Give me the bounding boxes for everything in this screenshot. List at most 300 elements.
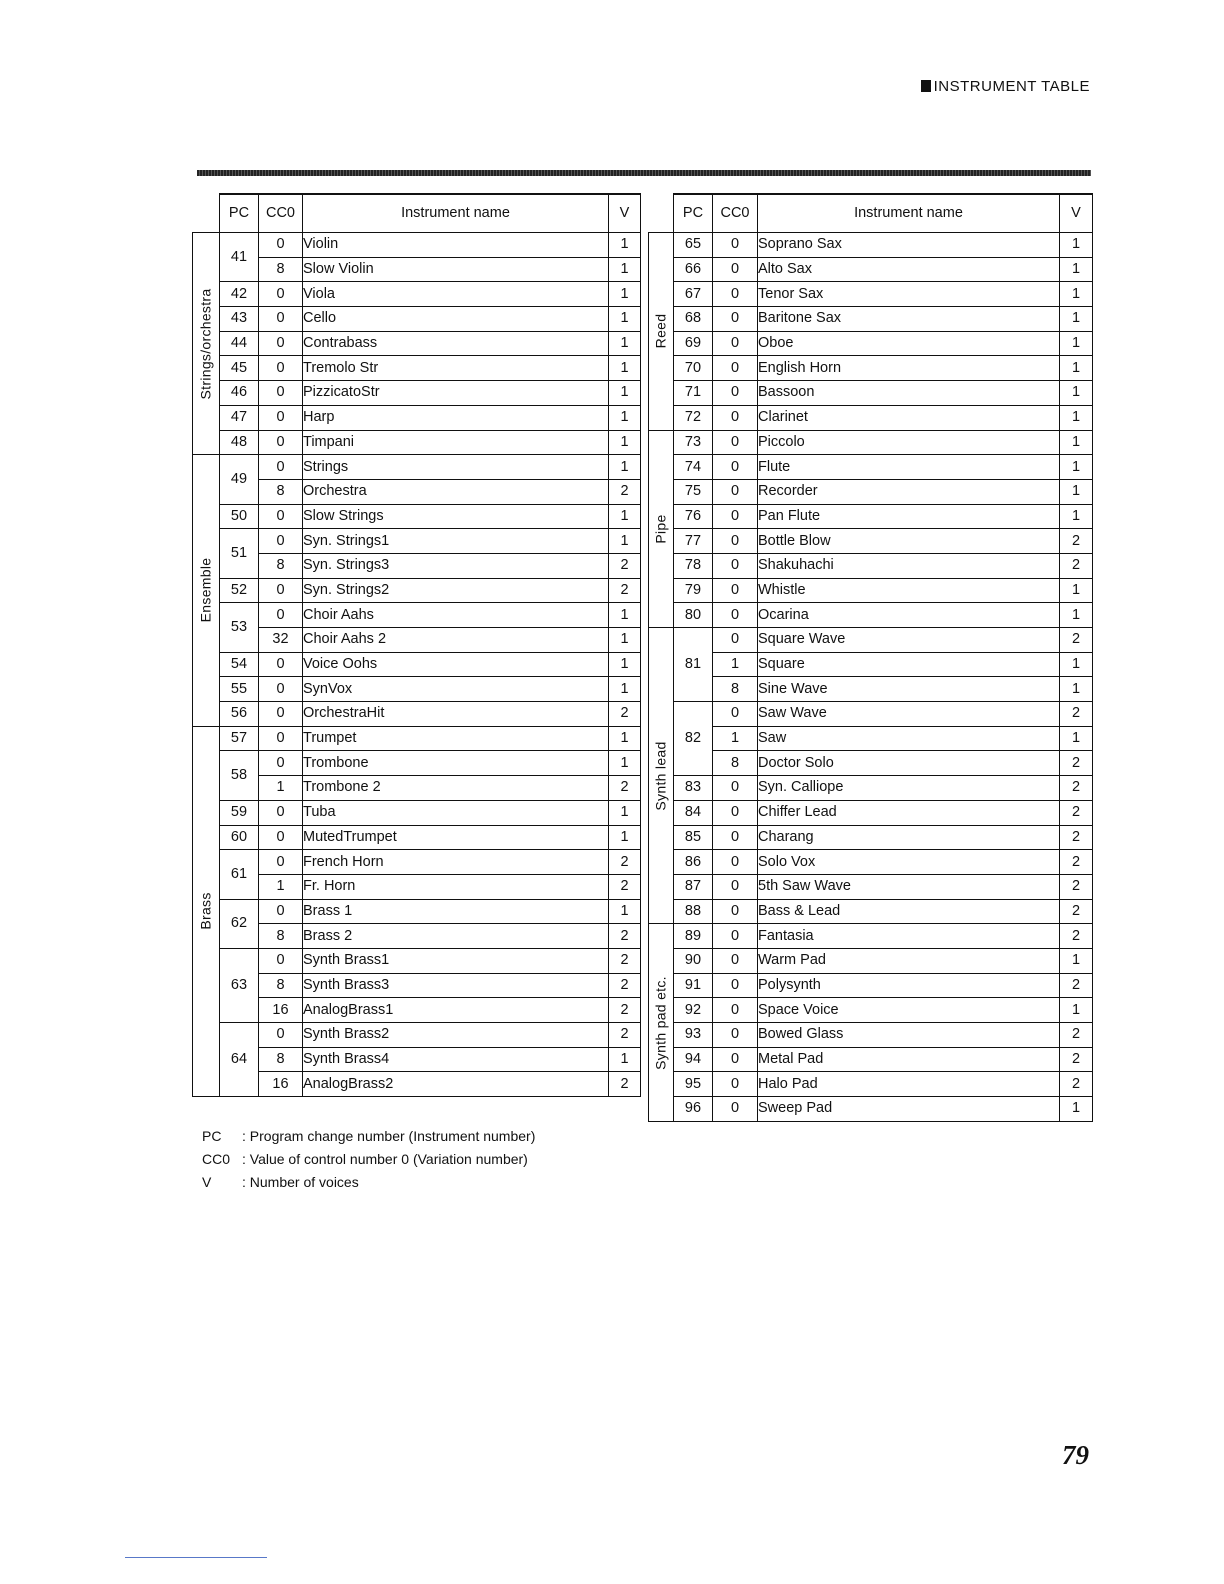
pc-cell: 50	[220, 504, 259, 529]
voices-cell: 2	[609, 479, 641, 504]
pc-cell: 62	[220, 899, 259, 948]
pc-cell: 76	[674, 504, 713, 529]
table-row	[649, 677, 1093, 702]
table-row	[193, 825, 641, 850]
instrument-name-cell: Bowed Glass	[758, 1023, 1060, 1048]
pc-cell: 74	[674, 455, 713, 480]
voices-cell: 2	[1060, 628, 1093, 653]
instrument-name-cell: Orchestra	[303, 479, 609, 504]
cco-cell: 0	[713, 430, 758, 455]
pc-cell: 43	[220, 307, 259, 332]
instrument-name-cell: Bassoon	[758, 381, 1060, 406]
category-cell	[649, 233, 674, 431]
cco-cell: 1	[259, 874, 303, 899]
voices-cell: 2	[1060, 825, 1093, 850]
voices-cell: 2	[1060, 553, 1093, 578]
instrument-name-cell: Tenor Sax	[758, 282, 1060, 307]
pc-cell: 69	[674, 331, 713, 356]
voices-cell: 1	[609, 825, 641, 850]
table-row	[649, 850, 1093, 875]
voices-cell: 2	[609, 998, 641, 1023]
instrument-name-cell: Pan Flute	[758, 504, 1060, 529]
table-row	[193, 603, 641, 628]
voices-cell: 2	[609, 874, 641, 899]
pc-cell: 63	[220, 948, 259, 1022]
header-instrument-name: Instrument name	[303, 194, 609, 233]
page-number: 79	[1062, 1440, 1089, 1470]
instrument-name-cell: Contrabass	[303, 331, 609, 356]
voices-cell: 1	[609, 504, 641, 529]
table-row	[649, 257, 1093, 282]
instrument-name-cell: OrchestraHit	[303, 702, 609, 727]
pc-cell: 68	[674, 307, 713, 332]
table-row	[649, 776, 1093, 801]
table-row	[649, 998, 1093, 1023]
category-cell	[649, 924, 674, 1122]
voices-cell: 1	[1060, 331, 1093, 356]
pc-cell: 88	[674, 899, 713, 924]
instrument-name-cell: AnalogBrass1	[303, 998, 609, 1023]
cco-cell: 8	[259, 257, 303, 282]
instrument-name-cell: Oboe	[758, 331, 1060, 356]
cco-cell: 32	[259, 628, 303, 653]
cco-cell: 0	[713, 504, 758, 529]
instrument-name-cell: Cello	[303, 307, 609, 332]
table-row	[649, 628, 1093, 653]
voices-cell: 1	[609, 381, 641, 406]
instrument-name-cell: Strings	[303, 455, 609, 480]
instrument-name-cell: Metal Pad	[758, 1047, 1060, 1072]
pc-cell: 82	[674, 702, 713, 776]
table-row	[649, 825, 1093, 850]
voices-cell: 2	[1060, 751, 1093, 776]
table-row	[193, 924, 641, 949]
pc-cell: 53	[220, 603, 259, 652]
table-row	[649, 553, 1093, 578]
pc-cell: 71	[674, 381, 713, 406]
instrument-name-cell: Synth Brass4	[303, 1047, 609, 1072]
cco-cell: 0	[259, 825, 303, 850]
pc-cell: 87	[674, 874, 713, 899]
cco-cell: 0	[713, 233, 758, 258]
category-label: Brass	[197, 892, 214, 931]
voices-cell: 1	[609, 603, 641, 628]
table-row	[649, 356, 1093, 381]
legend-desc: : Value of control number 0 (Variation number)	[242, 1151, 528, 1167]
voices-cell: 1	[1060, 282, 1093, 307]
instrument-name-cell: Violin	[303, 233, 609, 258]
instrument-name-cell: Choir Aahs	[303, 603, 609, 628]
instrument-name-cell: Fr. Horn	[303, 874, 609, 899]
voices-cell: 1	[609, 455, 641, 480]
pc-cell: 92	[674, 998, 713, 1023]
pc-cell: 91	[674, 973, 713, 998]
cco-cell: 0	[713, 603, 758, 628]
pc-cell: 61	[220, 850, 259, 899]
instrument-name-cell: Tuba	[303, 800, 609, 825]
voices-cell: 1	[609, 430, 641, 455]
cco-cell: 0	[713, 825, 758, 850]
cco-cell: 0	[713, 998, 758, 1023]
table-row	[193, 973, 641, 998]
cco-cell: 0	[259, 282, 303, 307]
footer-line	[125, 1557, 267, 1558]
instrument-name-cell: Saw	[758, 726, 1060, 751]
cco-cell: 0	[259, 307, 303, 332]
pc-cell: 72	[674, 405, 713, 430]
header-voices: V	[1060, 194, 1093, 233]
voices-cell: 2	[609, 702, 641, 727]
pc-cell: 55	[220, 677, 259, 702]
pc-cell: 57	[220, 726, 259, 751]
pc-cell: 64	[220, 1023, 259, 1097]
instrument-name-cell: Sweep Pad	[758, 1097, 1060, 1122]
cco-cell: 0	[713, 628, 758, 653]
voices-cell: 1	[609, 899, 641, 924]
instrument-name-cell: Saw Wave	[758, 702, 1060, 727]
instrument-name-cell: Syn. Strings2	[303, 578, 609, 603]
instrument-name-cell: Synth Brass2	[303, 1023, 609, 1048]
instrument-name-cell: Choir Aahs 2	[303, 628, 609, 653]
pc-cell: 41	[220, 233, 259, 282]
cco-cell: 0	[713, 1047, 758, 1072]
table-row	[649, 800, 1093, 825]
instrument-name-cell: Recorder	[758, 479, 1060, 504]
voices-cell: 1	[1060, 603, 1093, 628]
instrument-name-cell: Clarinet	[758, 405, 1060, 430]
category-cell	[193, 233, 220, 455]
category-label: Synth pad etc.	[652, 975, 669, 1070]
instrument-name-cell: SynVox	[303, 677, 609, 702]
instrument-name-cell: Fantasia	[758, 924, 1060, 949]
voices-cell: 1	[609, 1047, 641, 1072]
table-row	[193, 331, 641, 356]
table-row	[193, 307, 641, 332]
cco-cell: 0	[259, 800, 303, 825]
cco-cell: 0	[259, 677, 303, 702]
table-row	[193, 257, 641, 282]
table-row	[193, 702, 641, 727]
voices-cell: 1	[1060, 504, 1093, 529]
black-square-icon	[921, 80, 931, 92]
pc-cell: 58	[220, 751, 259, 800]
pc-cell: 66	[674, 257, 713, 282]
voices-cell: 1	[609, 751, 641, 776]
table-row	[649, 504, 1093, 529]
table-row	[193, 405, 641, 430]
table-row	[649, 1072, 1093, 1097]
voices-cell: 1	[609, 405, 641, 430]
pc-cell: 42	[220, 282, 259, 307]
instrument-name-cell: Syn. Calliope	[758, 776, 1060, 801]
table-row	[193, 726, 641, 751]
pc-cell: 59	[220, 800, 259, 825]
cco-cell: 0	[713, 307, 758, 332]
table-row	[649, 307, 1093, 332]
voices-cell: 2	[1060, 899, 1093, 924]
instrument-name-cell: Bass & Lead	[758, 899, 1060, 924]
table-row	[649, 282, 1093, 307]
table-row	[649, 578, 1093, 603]
instrument-name-cell: Brass 2	[303, 924, 609, 949]
pc-cell: 81	[674, 628, 713, 702]
voices-cell: 1	[1060, 307, 1093, 332]
pc-cell: 90	[674, 948, 713, 973]
table-row	[649, 405, 1093, 430]
cco-cell: 0	[259, 603, 303, 628]
table-row	[193, 874, 641, 899]
voices-cell: 2	[1060, 874, 1093, 899]
cco-cell: 0	[259, 751, 303, 776]
table-row	[193, 381, 641, 406]
voices-cell: 1	[609, 677, 641, 702]
instrument-name-cell: Synth Brass1	[303, 948, 609, 973]
cco-cell: 0	[713, 356, 758, 381]
pc-cell: 49	[220, 455, 259, 504]
table-row	[649, 381, 1093, 406]
table-row	[649, 948, 1093, 973]
cco-cell: 0	[713, 874, 758, 899]
header-cco: CC0	[259, 194, 303, 233]
header-corner	[649, 194, 674, 233]
table-row	[193, 356, 641, 381]
voices-cell: 1	[609, 652, 641, 677]
instrument-name-cell: Soprano Sax	[758, 233, 1060, 258]
pc-cell: 78	[674, 553, 713, 578]
instrument-name-cell: Warm Pad	[758, 948, 1060, 973]
section-title-text: INSTRUMENT TABLE	[933, 78, 1090, 95]
cco-cell: 0	[259, 405, 303, 430]
cco-cell: 0	[713, 924, 758, 949]
table-row	[649, 233, 1093, 258]
cco-cell: 0	[259, 702, 303, 727]
pc-cell: 96	[674, 1097, 713, 1122]
instrument-name-cell: 5th Saw Wave	[758, 874, 1060, 899]
instrument-name-cell: Solo Vox	[758, 850, 1060, 875]
table-row	[193, 751, 641, 776]
pc-cell: 89	[674, 924, 713, 949]
voices-cell: 1	[1060, 948, 1093, 973]
voices-cell: 1	[609, 331, 641, 356]
table-row	[193, 529, 641, 554]
instrument-table-left	[192, 193, 641, 1097]
instrument-name-cell: Slow Violin	[303, 257, 609, 282]
instrument-name-cell: Synth Brass3	[303, 973, 609, 998]
table-row	[193, 553, 641, 578]
table-row	[649, 652, 1093, 677]
cco-cell: 0	[259, 726, 303, 751]
category-cell	[193, 455, 220, 727]
table-row	[193, 628, 641, 653]
pc-cell: 95	[674, 1072, 713, 1097]
cco-cell: 0	[713, 381, 758, 406]
table-row	[193, 800, 641, 825]
legend-row-v	[202, 1171, 535, 1194]
legend	[202, 1125, 535, 1194]
cco-cell: 8	[259, 479, 303, 504]
category-label: Ensemble	[197, 558, 214, 623]
instrument-name-cell: Timpani	[303, 430, 609, 455]
voices-cell: 2	[1060, 702, 1093, 727]
instrument-name-cell: Sine Wave	[758, 677, 1060, 702]
cco-cell: 0	[259, 578, 303, 603]
pc-cell: 73	[674, 430, 713, 455]
instrument-name-cell: Bottle Blow	[758, 529, 1060, 554]
category-cell	[649, 430, 674, 628]
cco-cell: 0	[713, 973, 758, 998]
table-row	[649, 874, 1093, 899]
voices-cell: 1	[609, 257, 641, 282]
header-pc: PC	[220, 194, 259, 233]
table-row	[649, 479, 1093, 504]
cco-cell: 0	[713, 948, 758, 973]
table-row	[193, 776, 641, 801]
pc-cell: 93	[674, 1023, 713, 1048]
header-pc: PC	[674, 194, 713, 233]
cco-cell: 0	[259, 899, 303, 924]
voices-cell: 2	[609, 776, 641, 801]
cco-cell: 0	[713, 1097, 758, 1122]
voices-cell: 1	[1060, 1097, 1093, 1122]
cco-cell: 0	[259, 1023, 303, 1048]
instrument-name-cell: Polysynth	[758, 973, 1060, 998]
cco-cell: 8	[259, 1047, 303, 1072]
cco-cell: 0	[259, 652, 303, 677]
instrument-name-cell: Chiffer Lead	[758, 800, 1060, 825]
instrument-name-cell: Square	[758, 652, 1060, 677]
voices-cell: 2	[609, 553, 641, 578]
voices-cell: 2	[1060, 924, 1093, 949]
voices-cell: 2	[609, 1072, 641, 1097]
voices-cell: 1	[609, 529, 641, 554]
pc-cell: 47	[220, 405, 259, 430]
table-row	[649, 529, 1093, 554]
instrument-name-cell: Tremolo Str	[303, 356, 609, 381]
legend-key: CC0	[202, 1151, 231, 1167]
pc-cell: 56	[220, 702, 259, 727]
table-row	[193, 850, 641, 875]
voices-cell: 1	[1060, 998, 1093, 1023]
cco-cell: 1	[713, 726, 758, 751]
pc-cell: 86	[674, 850, 713, 875]
pc-cell: 75	[674, 479, 713, 504]
table-row	[193, 233, 641, 258]
table-row	[649, 331, 1093, 356]
cco-cell: 8	[713, 751, 758, 776]
table-row	[193, 948, 641, 973]
voices-cell: 1	[1060, 578, 1093, 603]
instrument-name-cell: Ocarina	[758, 603, 1060, 628]
cco-cell: 0	[259, 356, 303, 381]
cco-cell: 0	[713, 899, 758, 924]
table-row	[193, 1023, 641, 1048]
pc-cell: 94	[674, 1047, 713, 1072]
instrument-name-cell: Doctor Solo	[758, 751, 1060, 776]
cco-cell: 0	[259, 381, 303, 406]
voices-cell: 2	[609, 578, 641, 603]
pc-cell: 51	[220, 529, 259, 578]
instrument-name-cell: English Horn	[758, 356, 1060, 381]
instrument-name-cell: PizzicatoStr	[303, 381, 609, 406]
cco-cell: 0	[713, 578, 758, 603]
instrument-name-cell: Voice Oohs	[303, 652, 609, 677]
pc-cell: 52	[220, 578, 259, 603]
category-label: Pipe	[652, 514, 669, 544]
cco-cell: 0	[259, 504, 303, 529]
instrument-name-cell: AnalogBrass2	[303, 1072, 609, 1097]
pc-cell: 60	[220, 825, 259, 850]
cco-cell: 0	[713, 702, 758, 727]
cco-cell: 0	[259, 529, 303, 554]
voices-cell: 2	[609, 948, 641, 973]
table-row	[193, 1072, 641, 1097]
voices-cell: 1	[609, 282, 641, 307]
pc-cell: 85	[674, 825, 713, 850]
instrument-name-cell: Syn. Strings3	[303, 553, 609, 578]
cco-cell: 1	[259, 776, 303, 801]
voices-cell: 1	[1060, 455, 1093, 480]
instrument-name-cell: Piccolo	[758, 430, 1060, 455]
pc-cell: 45	[220, 356, 259, 381]
cco-cell: 0	[259, 430, 303, 455]
header-cco: CC0	[713, 194, 758, 233]
table-row	[649, 726, 1093, 751]
instrument-name-cell: Trumpet	[303, 726, 609, 751]
cco-cell: 0	[713, 1072, 758, 1097]
header-voices: V	[609, 194, 641, 233]
instrument-table-right	[648, 193, 1093, 1122]
table-row	[193, 455, 641, 480]
table-row	[649, 899, 1093, 924]
cco-cell: 16	[259, 1072, 303, 1097]
instrument-name-cell: Halo Pad	[758, 1072, 1060, 1097]
table-row	[193, 504, 641, 529]
table-row	[193, 899, 641, 924]
voices-cell: 2	[1060, 973, 1093, 998]
instrument-name-cell: Space Voice	[758, 998, 1060, 1023]
pc-cell: 65	[674, 233, 713, 258]
cco-cell: 16	[259, 998, 303, 1023]
voices-cell: 1	[1060, 381, 1093, 406]
table-row	[649, 702, 1093, 727]
category-label: Strings/orchestra	[197, 288, 214, 400]
voices-cell: 2	[609, 1023, 641, 1048]
instrument-name-cell: Trombone	[303, 751, 609, 776]
legend-desc: : Number of voices	[242, 1174, 359, 1190]
voices-cell: 1	[1060, 479, 1093, 504]
voices-cell: 2	[1060, 776, 1093, 801]
category-label: Synth lead	[652, 741, 669, 811]
voices-cell: 2	[1060, 1023, 1093, 1048]
voices-cell: 1	[1060, 356, 1093, 381]
cco-cell: 0	[713, 479, 758, 504]
category-cell	[649, 628, 674, 924]
voices-cell: 1	[1060, 677, 1093, 702]
cco-cell: 0	[259, 850, 303, 875]
header-corner	[193, 194, 220, 233]
table-row	[649, 430, 1093, 455]
table-header-row	[649, 194, 1093, 233]
table-row	[193, 1047, 641, 1072]
category-cell	[193, 726, 220, 1096]
table-row	[649, 603, 1093, 628]
voices-cell: 2	[1060, 529, 1093, 554]
instrument-name-cell: Harp	[303, 405, 609, 430]
cco-cell: 0	[713, 529, 758, 554]
voices-cell: 2	[609, 924, 641, 949]
cco-cell: 0	[713, 850, 758, 875]
voices-cell: 2	[1060, 1072, 1093, 1097]
